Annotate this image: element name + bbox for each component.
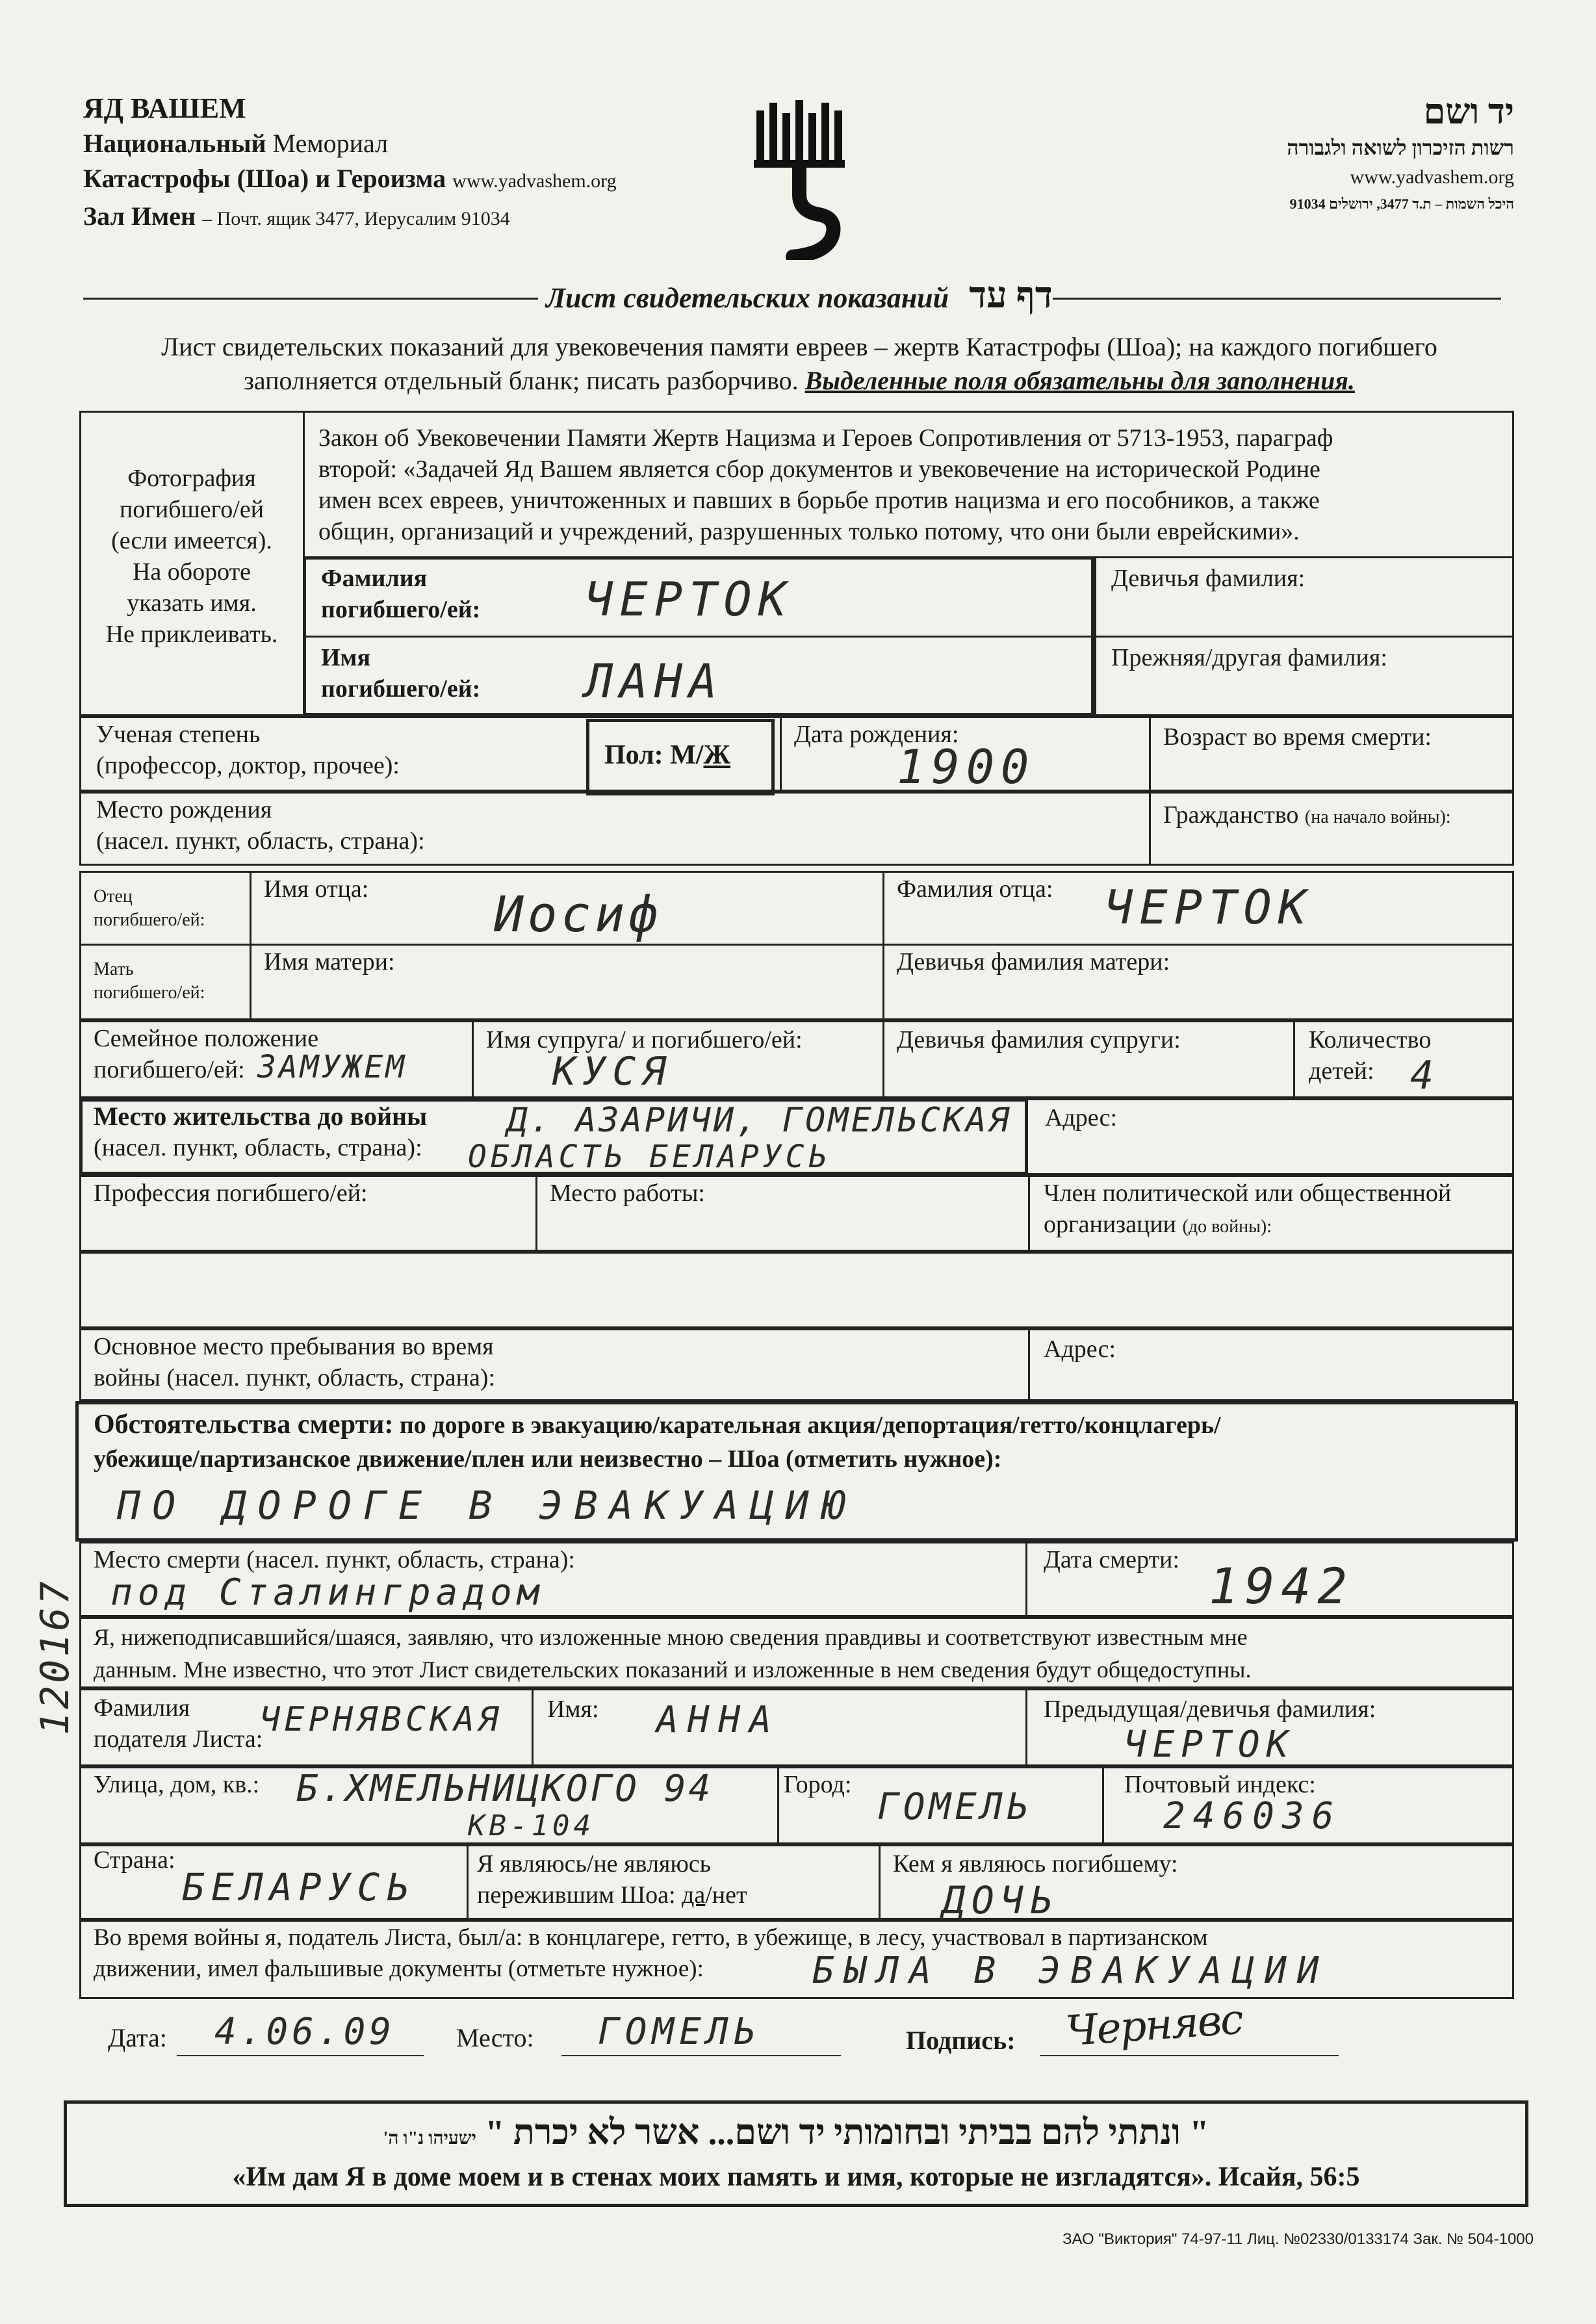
org-line-2: Национальный Мемориал [83,129,389,158]
residence-address-label: Адрес: [1045,1104,1118,1131]
wartime-address-label: Адрес: [1044,1336,1116,1363]
victim-name-value[interactable]: ЛАНА [585,654,724,708]
photo-instructions: Фотография погибшего/ей (если имеется). На обороте указать имя. Не приклеивать. [105,465,278,648]
father-name-label: Имя отца: [264,875,369,903]
street-label: Улица, дом, кв.: [94,1771,260,1798]
postcode-value[interactable]: 246036 [1163,1795,1342,1837]
submitter-prev-value[interactable]: ЧЕРТОК [1124,1724,1295,1766]
declaration-text: Я, нижеподписавшийся/шаяся, заявляю, что изложенные мною сведения правдивы и соответствуют известным мне данным. Мне известно, что этот Лист свидетельских показаний и изложенные в нем сведения будут общедоступны. [94,1624,1252,1683]
birthplace-label: Место рождения (насел. пункт, область, страна): [96,796,425,855]
printer-info: ЗАО "Виктория" 74-97-11 Лиц. №02330/0133174 Зак. № 504-1000 [1062,2230,1534,2248]
spouse-label: Имя супруга/ и погибшего/ей: [486,1026,803,1053]
marital-value[interactable]: ЗАМУЖЕМ [257,1049,407,1085]
submitter-surname-value[interactable]: ЧЕРНЯВСКАЯ [260,1700,503,1739]
date-value[interactable]: 4.06.09 [214,2011,396,2053]
father-surname-value[interactable]: ЧЕРТОК [1105,880,1313,935]
submitter-name-value[interactable]: АННА [656,1699,780,1741]
death-circumstances-label: Обстоятельства смерти: по дороге в эвакуацию/карательная акция/депортация/гетто/концлагерь/ убежище/партизанское движение/плен или неизвестно – Шоа (отметить нужное): [94,1410,1221,1473]
name-rule [303,636,1514,638]
workplace-label: Место работы: [550,1180,705,1207]
hebrew-address: היכל השמות – ת.ד 3477, ירושלים 91034 [1289,196,1514,212]
death-date-label: Дата смерти: [1044,1546,1180,1573]
parents-mid-divider [882,871,884,1020]
death-place-label: Место смерти (насел. пункт, область, страна): [94,1546,575,1573]
death-circumstances-value[interactable]: ПО ДОРОГЕ В ЭВАКУАЦИЮ [117,1483,856,1529]
children-label: Количество детей: [1309,1026,1432,1085]
mother-name-label: Имя матери: [264,948,395,975]
place-underline [561,2055,841,2056]
age-label: Возраст во время смерти: [1163,723,1432,751]
header-right [1040,91,1514,216]
mother-maiden-label: Девичья фамилия матери: [897,948,1170,975]
footer-quote-hebrew: " ונתתי להם בביתי ובחומותי יד ושם... אשר לא יכרת " ישעיהו נ"ו ה' [383,2113,1209,2152]
hebrew-url: www.yadvashem.org [1350,166,1514,188]
relation-divider [879,1844,881,1920]
birth-divider [780,716,782,792]
street-value-1[interactable]: Б.ХМЕЛЬНИЦКОГО 94 [296,1768,714,1810]
place-label: Место: [456,2023,534,2052]
workplace-divider [535,1175,537,1252]
mother-label: Мать погибшего/ей: [94,959,205,1003]
footer-quote-russian: «Им дам Я в доме моем и в стенах моих память и имя, которые не изгладятся». Исайя, 56:5 [232,2162,1360,2192]
place-value[interactable]: ГОМЕЛЬ [598,2011,761,2053]
survivor-label[interactable]: Я являюсь/не являюсь пережившим Шоа: да/нет [477,1850,747,1909]
signature-value[interactable]: Чернявс [1064,1995,1244,2056]
member-label: Член политической или общественной организации (до войны): [1044,1180,1452,1238]
submitter-surname-label: Фамилия подателя Листа: [94,1694,263,1753]
relation-value[interactable]: ДОЧЬ [942,1878,1059,1922]
father-surname-label: Фамилия отца: [897,875,1053,903]
marital-label: Семейное положение погибшего/ей: [94,1025,319,1083]
header-left [83,91,733,237]
spouse-maiden-label: Девичья фамилия супруги: [897,1026,1181,1053]
spouse-divider [472,1020,474,1098]
father-name-value[interactable]: Иосиф [494,885,662,943]
children-divider [1293,1020,1295,1098]
hebrew-subtitle: רשות הזיכרון לשואה ולגבורה [1287,136,1514,159]
wartime-address-divider [1028,1328,1030,1401]
submitter-wartime-value[interactable]: БЫЛА В ЭВАКУАЦИИ [812,1950,1330,1992]
profession-label: Профессия погибшего/ей: [94,1180,368,1207]
date-label: Дата: [108,2023,167,2052]
victim-surname-value[interactable]: ЧЕРТОК [585,572,793,626]
org-line-3: Катастрофы (Шоа) и Героизма www.yadvashem.org [83,164,617,193]
sex-field[interactable]: Пол: М/Ж [604,740,731,770]
citizenship-label: Гражданство (на начало войны): [1163,801,1451,829]
blank-row [79,1252,1514,1328]
city-value[interactable]: ГОМЕЛЬ [877,1786,1033,1828]
residence-value-1[interactable]: Д. АЗАРИЧИ, ГОМЕЛЬСКАЯ [507,1101,1012,1140]
death-place-value[interactable]: под Сталинградом [110,1571,545,1614]
org-title: ЯД ВАШЕМ [83,92,246,124]
street-value-2[interactable]: КВ-104 [468,1809,595,1842]
city-divider [777,1766,779,1844]
city-label: Город: [784,1771,852,1798]
member-divider [1028,1175,1030,1252]
children-value[interactable]: 4 [1410,1053,1441,1098]
degree-label: Ученая степень (профессор, доктор, прочее): [96,721,400,779]
victim-surname-label: Фамилия погибшего/ей: [321,565,481,623]
submitter-name-divider [532,1688,534,1766]
birth-date-label: Дата рождения: [794,721,959,748]
victim-other-surname-label: Прежняя/другая фамилия: [1111,644,1387,671]
spouse-maiden-divider [882,1020,884,1098]
parents-label-divider [250,871,251,1020]
hebrew-title: יד ושם [1423,92,1514,131]
survivor-divider [467,1844,469,1920]
residence-label: Место жительства до войны (насел. пункт, область, страна): [94,1102,428,1161]
submitter-wartime-label: Во время войны я, податель Листа, был/а: в концлагере, гетто, в убежище, в лесу, участвовал в партизанском движении, имел фальшивые документы (отметьте нужное): [94,1924,1208,1982]
death-date-divider [1025,1542,1027,1617]
maiden-divider [1094,556,1096,716]
margin-handwritten-number: 120167 [32,1579,78,1735]
submitter-name-label: Имя: [547,1696,599,1723]
victim-maiden-label: Девичья фамилия: [1111,565,1306,592]
title-rule-left [83,298,538,300]
relation-label: Кем я являюсь погибшему: [893,1850,1178,1878]
victim-name-label: Имя погибшего/ей: [321,644,481,703]
parents-rule [79,944,1514,946]
residence-value-2[interactable]: ОБЛАСТЬ БЕЛАРУСЬ [468,1139,831,1175]
postcode-divider [1102,1766,1104,1844]
yad-vashem-logo [747,97,858,260]
title-rule-right [1053,298,1501,300]
wartime-label: Основное место пребывания во время войны (насел. пункт, область, страна): [94,1333,496,1391]
country-value[interactable]: БЕЛАРУСЬ [182,1865,416,1909]
submitter-prev-label: Предыдущая/девичья фамилия: [1044,1696,1376,1723]
form-title: Лист свидетельских показаний דף עד [546,276,1053,316]
submitter-prev-divider [1025,1688,1027,1766]
signature-underline [1040,2055,1339,2056]
date-underline [177,2055,424,2056]
country-label: Страна: [94,1846,175,1874]
org-line-4: Зал Имен – Почт. ящик 3477, Иерусалим 91034 [83,201,510,231]
signature-label: Подпись: [906,2026,1016,2055]
postcode-label: Почтовый индекс: [1124,1771,1316,1798]
form-intro: Лист свидетельских показаний для увековечения памяти евреев – жертв Катастрофы (Шоа); на каждого погибшего заполняется отдельный бланк; писать разборчиво. Выделенные поля обязательны для заполнения. [161,332,1437,395]
death-date-value[interactable]: 1942 [1209,1557,1354,1615]
spouse-value[interactable]: КУСЯ [552,1049,673,1094]
birth-date-value[interactable]: 1900 [897,740,1036,794]
law-text: Закон об Увековечении Памяти Жертв Нацизма и Героев Сопротивления от 5713-1953, параграф второй: «Задачей Яд Вашем является сбор документов и увековечение на исторической Родине имен всех евреев, уничтоженных и павших в борьбе против нацизма и его пособников, а также общин, организаций и учреждений, разрушенных только потому, что они были еврейскими». [318,424,1333,545]
father-label: Отец погибшего/ей: [94,886,205,930]
citizenship-divider [1149,792,1151,866]
age-divider [1149,716,1151,792]
